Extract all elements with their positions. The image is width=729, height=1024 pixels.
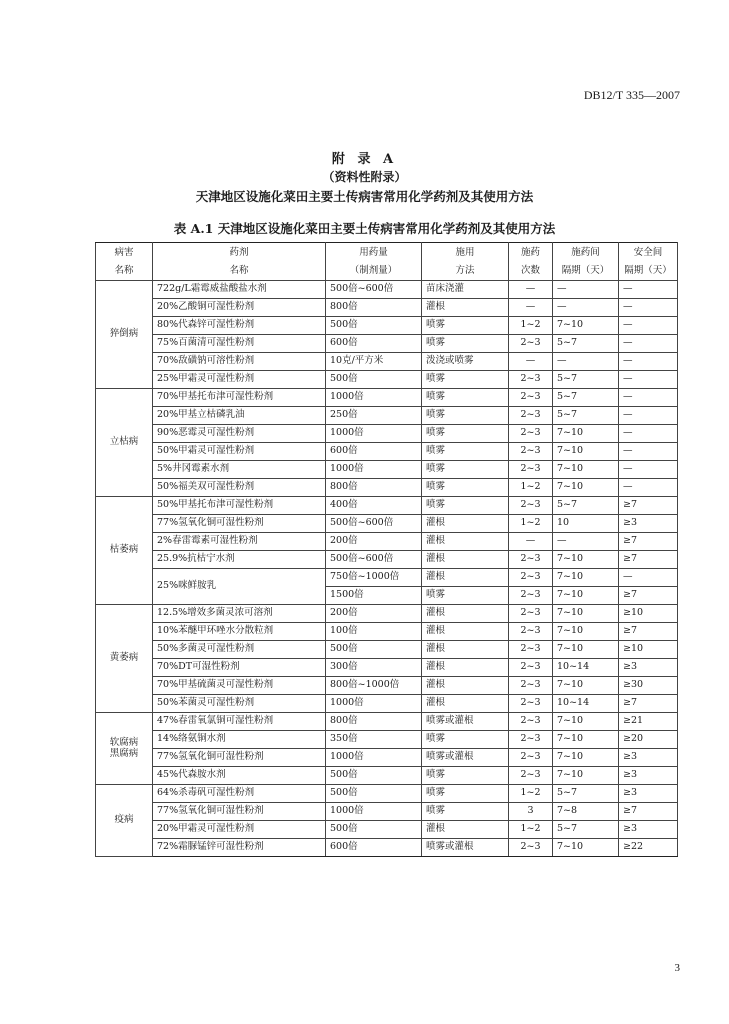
disease-name-cell: 黄萎病 [96, 605, 153, 713]
interval-cell: — [553, 353, 619, 371]
method-cell: 灌根 [422, 623, 509, 641]
interval-cell: 7~10 [553, 605, 619, 623]
safety-cell: — [619, 461, 678, 479]
safety-cell: — [619, 407, 678, 425]
interval-cell: 7~10 [553, 713, 619, 731]
times-cell: 2~3 [509, 713, 553, 731]
times-cell: 2~3 [509, 335, 553, 353]
header-method: 施用 [422, 243, 509, 263]
times-cell: 2~3 [509, 605, 553, 623]
dosage-cell: 500倍 [326, 785, 422, 803]
agent-name-cell: 45%代森胺水剂 [153, 767, 326, 785]
agent-name-cell: 12.5%增效多菌灵浓可溶剂 [153, 605, 326, 623]
agent-name-cell: 20%甲霜灵可湿性粉剂 [153, 821, 326, 839]
header-disease-2: 名称 [96, 263, 153, 281]
dosage-cell: 200倍 [326, 533, 422, 551]
dosage-cell: 500倍 [326, 371, 422, 389]
safety-cell: ≥30 [619, 677, 678, 695]
agent-name-cell: 50%苯菌灵可湿性粉剂 [153, 695, 326, 713]
table-row [96, 803, 678, 821]
times-cell: 2~3 [509, 569, 553, 587]
agent-name-cell: 50%福美双可湿性粉剂 [153, 479, 326, 497]
interval-cell: 7~10 [553, 767, 619, 785]
disease-name-cell: 立枯病 [96, 389, 153, 497]
header-agent-2: 名称 [153, 263, 326, 281]
method-cell: 喷雾 [422, 785, 509, 803]
dosage-cell: 1000倍 [326, 389, 422, 407]
dosage-cell: 800倍~1000倍 [326, 677, 422, 695]
table-row [96, 821, 678, 839]
agent-name-cell: 75%百菌清可湿性粉剂 [153, 335, 326, 353]
method-cell: 喷雾 [422, 461, 509, 479]
agent-name-cell: 70%DT可湿性粉剂 [153, 659, 326, 677]
times-cell: 2~3 [509, 497, 553, 515]
safety-cell: — [619, 479, 678, 497]
interval-cell: 7~10 [553, 443, 619, 461]
agent-name-cell: 25.9%抗枯宁水剂 [153, 551, 326, 569]
dosage-cell: 1000倍 [326, 425, 422, 443]
agent-name-cell: 25%甲霜灵可湿性粉剂 [153, 371, 326, 389]
method-cell: 喷雾或灌根 [422, 713, 509, 731]
dosage-cell: 800倍 [326, 713, 422, 731]
dosage-cell: 500倍 [326, 821, 422, 839]
agent-name-cell: 14%络氨铜水剂 [153, 731, 326, 749]
table-row [96, 533, 678, 551]
pesticide-table [95, 242, 678, 857]
agent-name-cell: 72%霜脲锰锌可湿性粉剂 [153, 839, 326, 857]
method-cell: 喷雾 [422, 767, 509, 785]
times-cell: 1~2 [509, 479, 553, 497]
safety-cell: ≥3 [619, 515, 678, 533]
interval-cell: 7~10 [553, 317, 619, 335]
times-cell: 2~3 [509, 623, 553, 641]
safety-cell: — [619, 569, 678, 587]
safety-cell: ≥7 [619, 587, 678, 605]
times-cell: — [509, 281, 553, 299]
method-cell: 喷雾 [422, 407, 509, 425]
method-cell: 喷雾 [422, 335, 509, 353]
table-row [96, 461, 678, 479]
method-cell: 灌根 [422, 641, 509, 659]
agent-name-cell: 722g/L霜霉威盐酸盐水剂 [153, 281, 326, 299]
times-cell: 3 [509, 803, 553, 821]
times-cell: — [509, 533, 553, 551]
safety-cell: ≥3 [619, 821, 678, 839]
interval-cell: 10~14 [553, 695, 619, 713]
method-cell: 喷雾或灌根 [422, 839, 509, 857]
safety-cell: ≥10 [619, 605, 678, 623]
safety-cell: ≥7 [619, 803, 678, 821]
method-cell: 灌根 [422, 533, 509, 551]
agent-name-cell: 20%甲基立枯磷乳油 [153, 407, 326, 425]
agent-name-cell: 64%杀毒矾可湿性粉剂 [153, 785, 326, 803]
safety-cell: ≥7 [619, 497, 678, 515]
method-cell: 喷雾 [422, 443, 509, 461]
table-row [96, 515, 678, 533]
method-cell: 喷雾 [422, 731, 509, 749]
table-row [96, 677, 678, 695]
table-row [96, 569, 678, 587]
header-disease: 病害 [96, 243, 153, 263]
dosage-cell: 500倍~600倍 [326, 281, 422, 299]
disease-name-cell: 疫病 [96, 785, 153, 857]
interval-cell: 7~10 [553, 749, 619, 767]
interval-cell: — [553, 281, 619, 299]
dosage-cell: 1000倍 [326, 695, 422, 713]
safety-cell: ≥7 [619, 551, 678, 569]
dosage-cell: 750倍~1000倍 [326, 569, 422, 587]
method-cell: 喷雾 [422, 497, 509, 515]
safety-cell: ≥3 [619, 767, 678, 785]
agent-name-cell: 90%恶霉灵可湿性粉剂 [153, 425, 326, 443]
safety-cell: — [619, 425, 678, 443]
table-row [96, 353, 678, 371]
interval-cell: 5~7 [553, 407, 619, 425]
header-dosage: 用药量 [326, 243, 422, 263]
safety-cell: ≥7 [619, 533, 678, 551]
times-cell: 2~3 [509, 659, 553, 677]
agent-name-cell: 77%氢氧化铜可湿性粉剂 [153, 803, 326, 821]
times-cell: — [509, 299, 553, 317]
appendix-heading: 天津地区设施化菜田主要土传病害常用化学药剂及其使用方法 [195, 189, 534, 204]
dosage-cell: 500倍 [326, 317, 422, 335]
times-cell: 2~3 [509, 551, 553, 569]
safety-cell: — [619, 353, 678, 371]
safety-cell: ≥7 [619, 623, 678, 641]
safety-cell: ≥22 [619, 839, 678, 857]
table-row [96, 497, 678, 515]
agent-name-cell: 20%乙酸铜可湿性粉剂 [153, 299, 326, 317]
safety-cell: — [619, 371, 678, 389]
interval-cell: 5~7 [553, 821, 619, 839]
agent-name-cell: 50%甲霜灵可湿性粉剂 [153, 443, 326, 461]
disease-name-cell: 软腐病 黑腐病 [96, 713, 153, 785]
table-row [96, 335, 678, 353]
method-cell: 喷雾 [422, 479, 509, 497]
header-safety: 安全间 [619, 243, 678, 263]
times-cell: 2~3 [509, 461, 553, 479]
dosage-cell: 1000倍 [326, 749, 422, 767]
interval-cell: 7~10 [553, 551, 619, 569]
header-interval: 施药间 [553, 243, 619, 263]
header-times: 施药 [509, 243, 553, 263]
table-row [96, 371, 678, 389]
interval-cell: 5~7 [553, 371, 619, 389]
agent-name-cell: 10%苯醚甲环唑水分散粒剂 [153, 623, 326, 641]
interval-cell: 7~10 [553, 461, 619, 479]
table-row [96, 695, 678, 713]
interval-cell: 5~7 [553, 785, 619, 803]
table-row [96, 407, 678, 425]
table-row [96, 281, 678, 299]
table-row [96, 659, 678, 677]
table-row [96, 839, 678, 857]
dosage-cell: 200倍 [326, 605, 422, 623]
dosage-cell: 1000倍 [326, 803, 422, 821]
table-row [96, 623, 678, 641]
interval-cell: — [553, 299, 619, 317]
dosage-cell: 800倍 [326, 479, 422, 497]
interval-cell: 7~10 [553, 641, 619, 659]
safety-cell: ≥10 [619, 641, 678, 659]
agent-name-cell: 50%多菌灵可湿性粉剂 [153, 641, 326, 659]
method-cell: 喷雾 [422, 371, 509, 389]
appendix-subtitle: （资料性附录） [322, 170, 407, 184]
times-cell: 2~3 [509, 407, 553, 425]
interval-cell: — [553, 533, 619, 551]
dosage-cell: 800倍 [326, 299, 422, 317]
dosage-cell: 600倍 [326, 443, 422, 461]
header-times-2: 次数 [509, 263, 553, 281]
times-cell: 2~3 [509, 767, 553, 785]
agent-name-cell: 77%氢氧化铜可湿性粉剂 [153, 515, 326, 533]
method-cell: 灌根 [422, 677, 509, 695]
dosage-cell: 250倍 [326, 407, 422, 425]
dosage-cell: 10克/平方米 [326, 353, 422, 371]
agent-name-cell: 77%氢氧化铜可湿性粉剂 [153, 749, 326, 767]
table-row [96, 317, 678, 335]
times-cell: 2~3 [509, 731, 553, 749]
times-cell: 2~3 [509, 839, 553, 857]
safety-cell: ≥3 [619, 659, 678, 677]
times-cell: 1~2 [509, 515, 553, 533]
interval-cell: 7~10 [553, 479, 619, 497]
method-cell: 灌根 [422, 551, 509, 569]
safety-cell: — [619, 443, 678, 461]
interval-cell: 7~10 [553, 587, 619, 605]
times-cell: 1~2 [509, 317, 553, 335]
interval-cell: 7~10 [553, 731, 619, 749]
table-row [96, 713, 678, 731]
times-cell: 1~2 [509, 821, 553, 839]
safety-cell: ≥20 [619, 731, 678, 749]
interval-cell: 5~7 [553, 497, 619, 515]
agent-name-cell: 47%春雷氧氯铜可湿性粉剂 [153, 713, 326, 731]
agent-name-cell: 80%代森锌可湿性粉剂 [153, 317, 326, 335]
table-header-row-1 [96, 243, 678, 263]
method-cell: 灌根 [422, 821, 509, 839]
safety-cell: ≥21 [619, 713, 678, 731]
dosage-cell: 500倍 [326, 767, 422, 785]
page-number: 3 [674, 962, 680, 974]
times-cell: 2~3 [509, 587, 553, 605]
table-body [96, 243, 678, 857]
times-cell: 2~3 [509, 425, 553, 443]
method-cell: 喷雾或灌根 [422, 749, 509, 767]
times-cell: 2~3 [509, 371, 553, 389]
header-agent: 药剂 [153, 243, 326, 263]
table-row [96, 785, 678, 803]
dosage-cell: 300倍 [326, 659, 422, 677]
document-code: DB12/T 335—2007 [583, 88, 680, 102]
safety-cell: ≥7 [619, 695, 678, 713]
times-cell: 2~3 [509, 749, 553, 767]
times-cell: 2~3 [509, 389, 553, 407]
agent-name-cell: 50%甲基托布津可湿性粉剂 [153, 497, 326, 515]
dosage-cell: 500倍~600倍 [326, 515, 422, 533]
table-row [96, 299, 678, 317]
method-cell: 灌根 [422, 299, 509, 317]
interval-cell: 7~10 [553, 839, 619, 857]
method-cell: 喷雾 [422, 425, 509, 443]
agent-name-cell: 5%井冈霉素水剂 [153, 461, 326, 479]
table-row [96, 443, 678, 461]
method-cell: 灌根 [422, 695, 509, 713]
times-cell: 2~3 [509, 641, 553, 659]
table-row [96, 479, 678, 497]
table-row [96, 551, 678, 569]
interval-cell: 7~10 [553, 425, 619, 443]
disease-name-cell: 猝倒病 [96, 281, 153, 389]
dosage-cell: 400倍 [326, 497, 422, 515]
dosage-cell: 350倍 [326, 731, 422, 749]
interval-cell: 7~10 [553, 623, 619, 641]
interval-cell: 10~14 [553, 659, 619, 677]
safety-cell: — [619, 389, 678, 407]
table-row [96, 641, 678, 659]
safety-cell: ≥3 [619, 785, 678, 803]
dosage-cell: 600倍 [326, 839, 422, 857]
method-cell: 泼浇或喷雾 [422, 353, 509, 371]
agent-name-cell: 2%春雷霉素可湿性粉剂 [153, 533, 326, 551]
disease-name-cell: 枯萎病 [96, 497, 153, 605]
table-row [96, 767, 678, 785]
header-interval-2: 隔期（天） [553, 263, 619, 281]
dosage-cell: 500倍 [326, 641, 422, 659]
dosage-cell: 600倍 [326, 335, 422, 353]
table-row [96, 425, 678, 443]
table-row [96, 731, 678, 749]
times-cell: 1~2 [509, 785, 553, 803]
interval-cell: 10 [553, 515, 619, 533]
times-cell: — [509, 353, 553, 371]
table-row [96, 389, 678, 407]
method-cell: 灌根 [422, 605, 509, 623]
table-row [96, 749, 678, 767]
times-cell: 2~3 [509, 677, 553, 695]
method-cell: 喷雾 [422, 389, 509, 407]
dosage-cell: 500倍~600倍 [326, 551, 422, 569]
agent-name-cell: 70%甲基托布津可湿性粉剂 [153, 389, 326, 407]
safety-cell: ≥3 [619, 749, 678, 767]
agent-name-cell: 70%敌磺钠可溶性粉剂 [153, 353, 326, 371]
method-cell: 苗床浇灌 [422, 281, 509, 299]
times-cell: 2~3 [509, 443, 553, 461]
interval-cell: 5~7 [553, 335, 619, 353]
method-cell: 灌根 [422, 659, 509, 677]
safety-cell: — [619, 317, 678, 335]
dosage-cell: 1500倍 [326, 587, 422, 605]
method-cell: 灌根 [422, 569, 509, 587]
header-safety-2: 隔期（天） [619, 263, 678, 281]
safety-cell: — [619, 281, 678, 299]
method-cell: 灌根 [422, 515, 509, 533]
interval-cell: 7~8 [553, 803, 619, 821]
method-cell: 喷雾 [422, 803, 509, 821]
dosage-cell: 100倍 [326, 623, 422, 641]
method-cell: 喷雾 [422, 317, 509, 335]
safety-cell: — [619, 299, 678, 317]
interval-cell: 7~10 [553, 677, 619, 695]
dosage-cell: 1000倍 [326, 461, 422, 479]
agent-name-cell: 70%甲基硫菌灵可湿性粉剂 [153, 677, 326, 695]
table-header-row-2 [96, 263, 678, 281]
times-cell: 2~3 [509, 695, 553, 713]
header-method-2: 方法 [422, 263, 509, 281]
appendix-title: 附 录 A [331, 152, 398, 167]
table-row [96, 605, 678, 623]
interval-cell: 7~10 [553, 569, 619, 587]
safety-cell: — [619, 335, 678, 353]
method-cell: 喷雾 [422, 587, 509, 605]
interval-cell: 5~7 [553, 389, 619, 407]
header-dosage-2: （制剂量） [326, 263, 422, 281]
table-caption: 表 A.1 天津地区设施化菜田主要土传病害常用化学药剂及其使用方法 [173, 221, 556, 236]
agent-name-cell: 25%咪鲜胺乳 [153, 569, 326, 605]
